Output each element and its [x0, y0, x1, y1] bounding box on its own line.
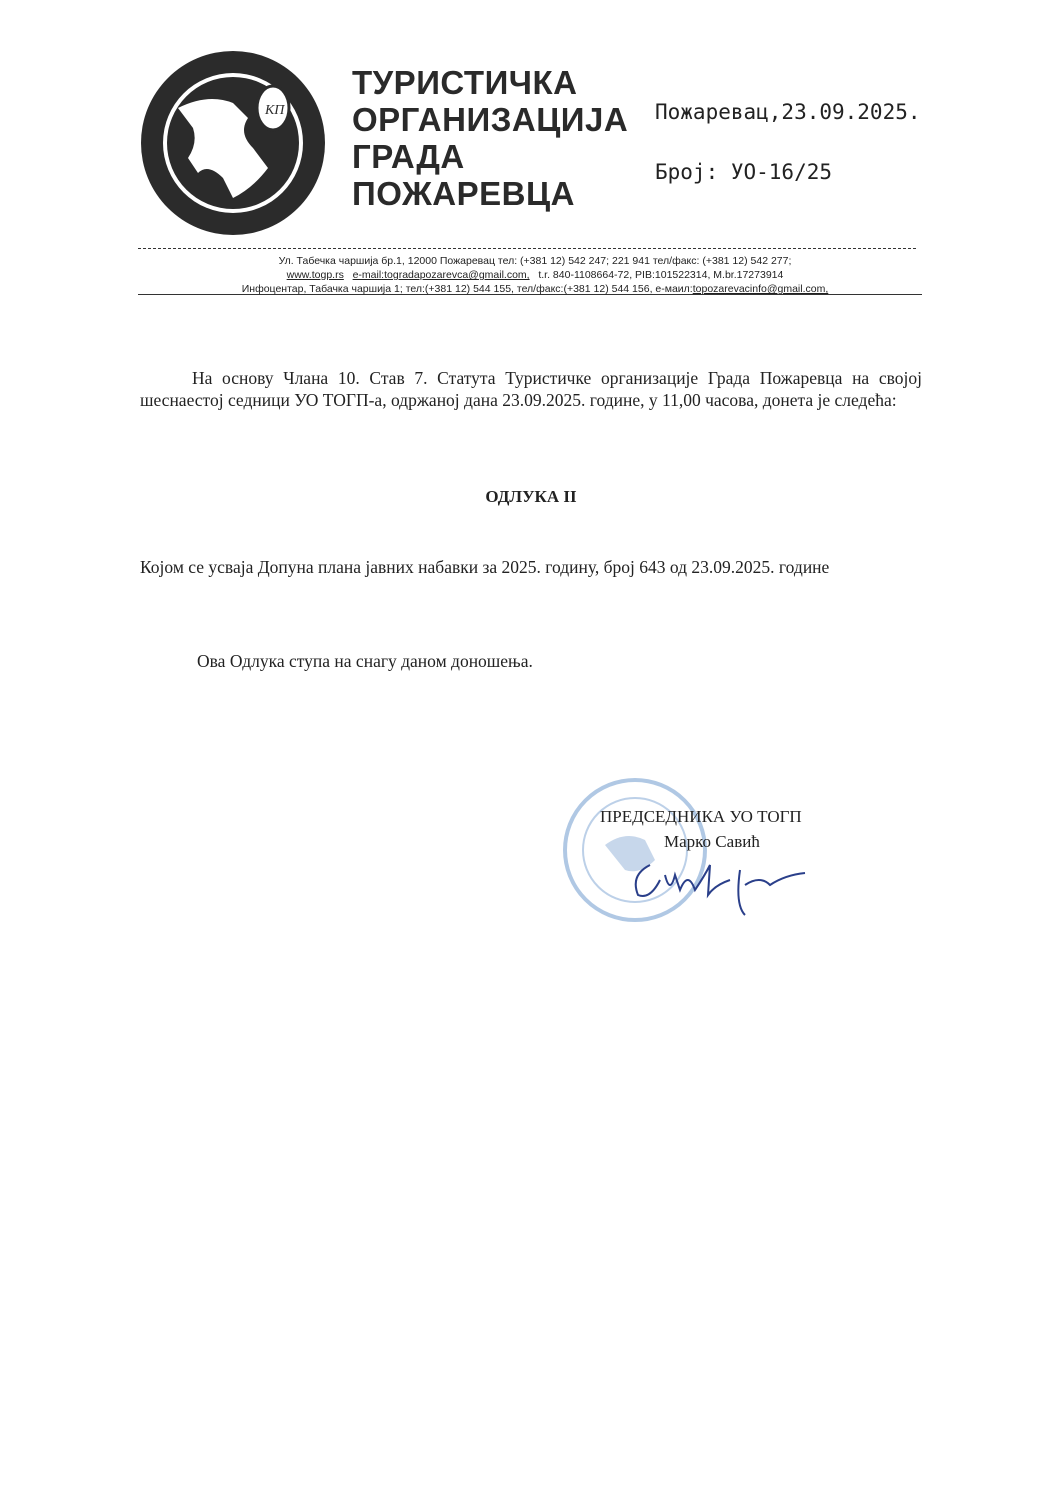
svg-text:КП: КП — [265, 103, 285, 118]
website-link[interactable]: www.togp.rs — [286, 269, 344, 281]
org-line: ПОЖАРЕВЦА — [352, 175, 575, 212]
decision-paragraph: Којом се усваја Допуна плана јавних набавки за 2025. годину, број 643 од 23.09.2025. године — [140, 557, 830, 577]
org-line: ОРГАНИЗАЦИЈА — [352, 101, 629, 138]
infocenter-email-link[interactable]: topozarevacinfo@gmail.com, — [692, 283, 829, 295]
header-divider-top — [138, 248, 916, 249]
handwritten-signature — [620, 845, 830, 925]
decision-title: ОДЛУКА II — [485, 487, 577, 506]
header-divider-bottom — [138, 294, 922, 295]
organization-name — [352, 64, 628, 212]
effect-paragraph: Ова Одлука ступа на снагу даном доношења. — [197, 651, 533, 671]
infocenter-info: Инфоцентар, Табачка чаршија 1; тел:(+381 12) 544 155, тел/факс:(+381 12) 544 156, е-маил: — [241, 283, 693, 295]
organization-logo — [138, 48, 328, 238]
contact-address: Ул. Табечка чаршија бр.1, 12000 Пожаревац тел: (+381 12) 542 247; 221 941 тел/факс: (+381 12) 542 277; — [278, 255, 792, 267]
place-date: Пожаревац,23.09.2025. — [655, 100, 921, 124]
bank-info: t.r. 840-1108664-72, PIB:101522314, M.br.17273914 — [538, 269, 784, 281]
org-line: ГРАДА — [352, 138, 465, 175]
signatory-name: Марко Савић — [664, 832, 760, 851]
signatory-title: ПРЕДСЕДНИКА УО ТОГП — [600, 807, 802, 826]
email-link[interactable]: e-mail:togradapozarevca@gmail.com, — [352, 269, 530, 281]
org-line: ТУРИСТИЧКА — [352, 64, 578, 101]
intro-paragraph: На основу Члана 10. Став 7. Статута Туристичке организације Града Пожаревца на својој шеснаестој седници УО ТОГП-а, одржаној дана 23.09.2025. године, у 11,00 часова, донета је следећа: — [140, 368, 922, 410]
document-number: Број: УО-16/25 — [655, 160, 833, 184]
contact-block — [140, 254, 930, 296]
